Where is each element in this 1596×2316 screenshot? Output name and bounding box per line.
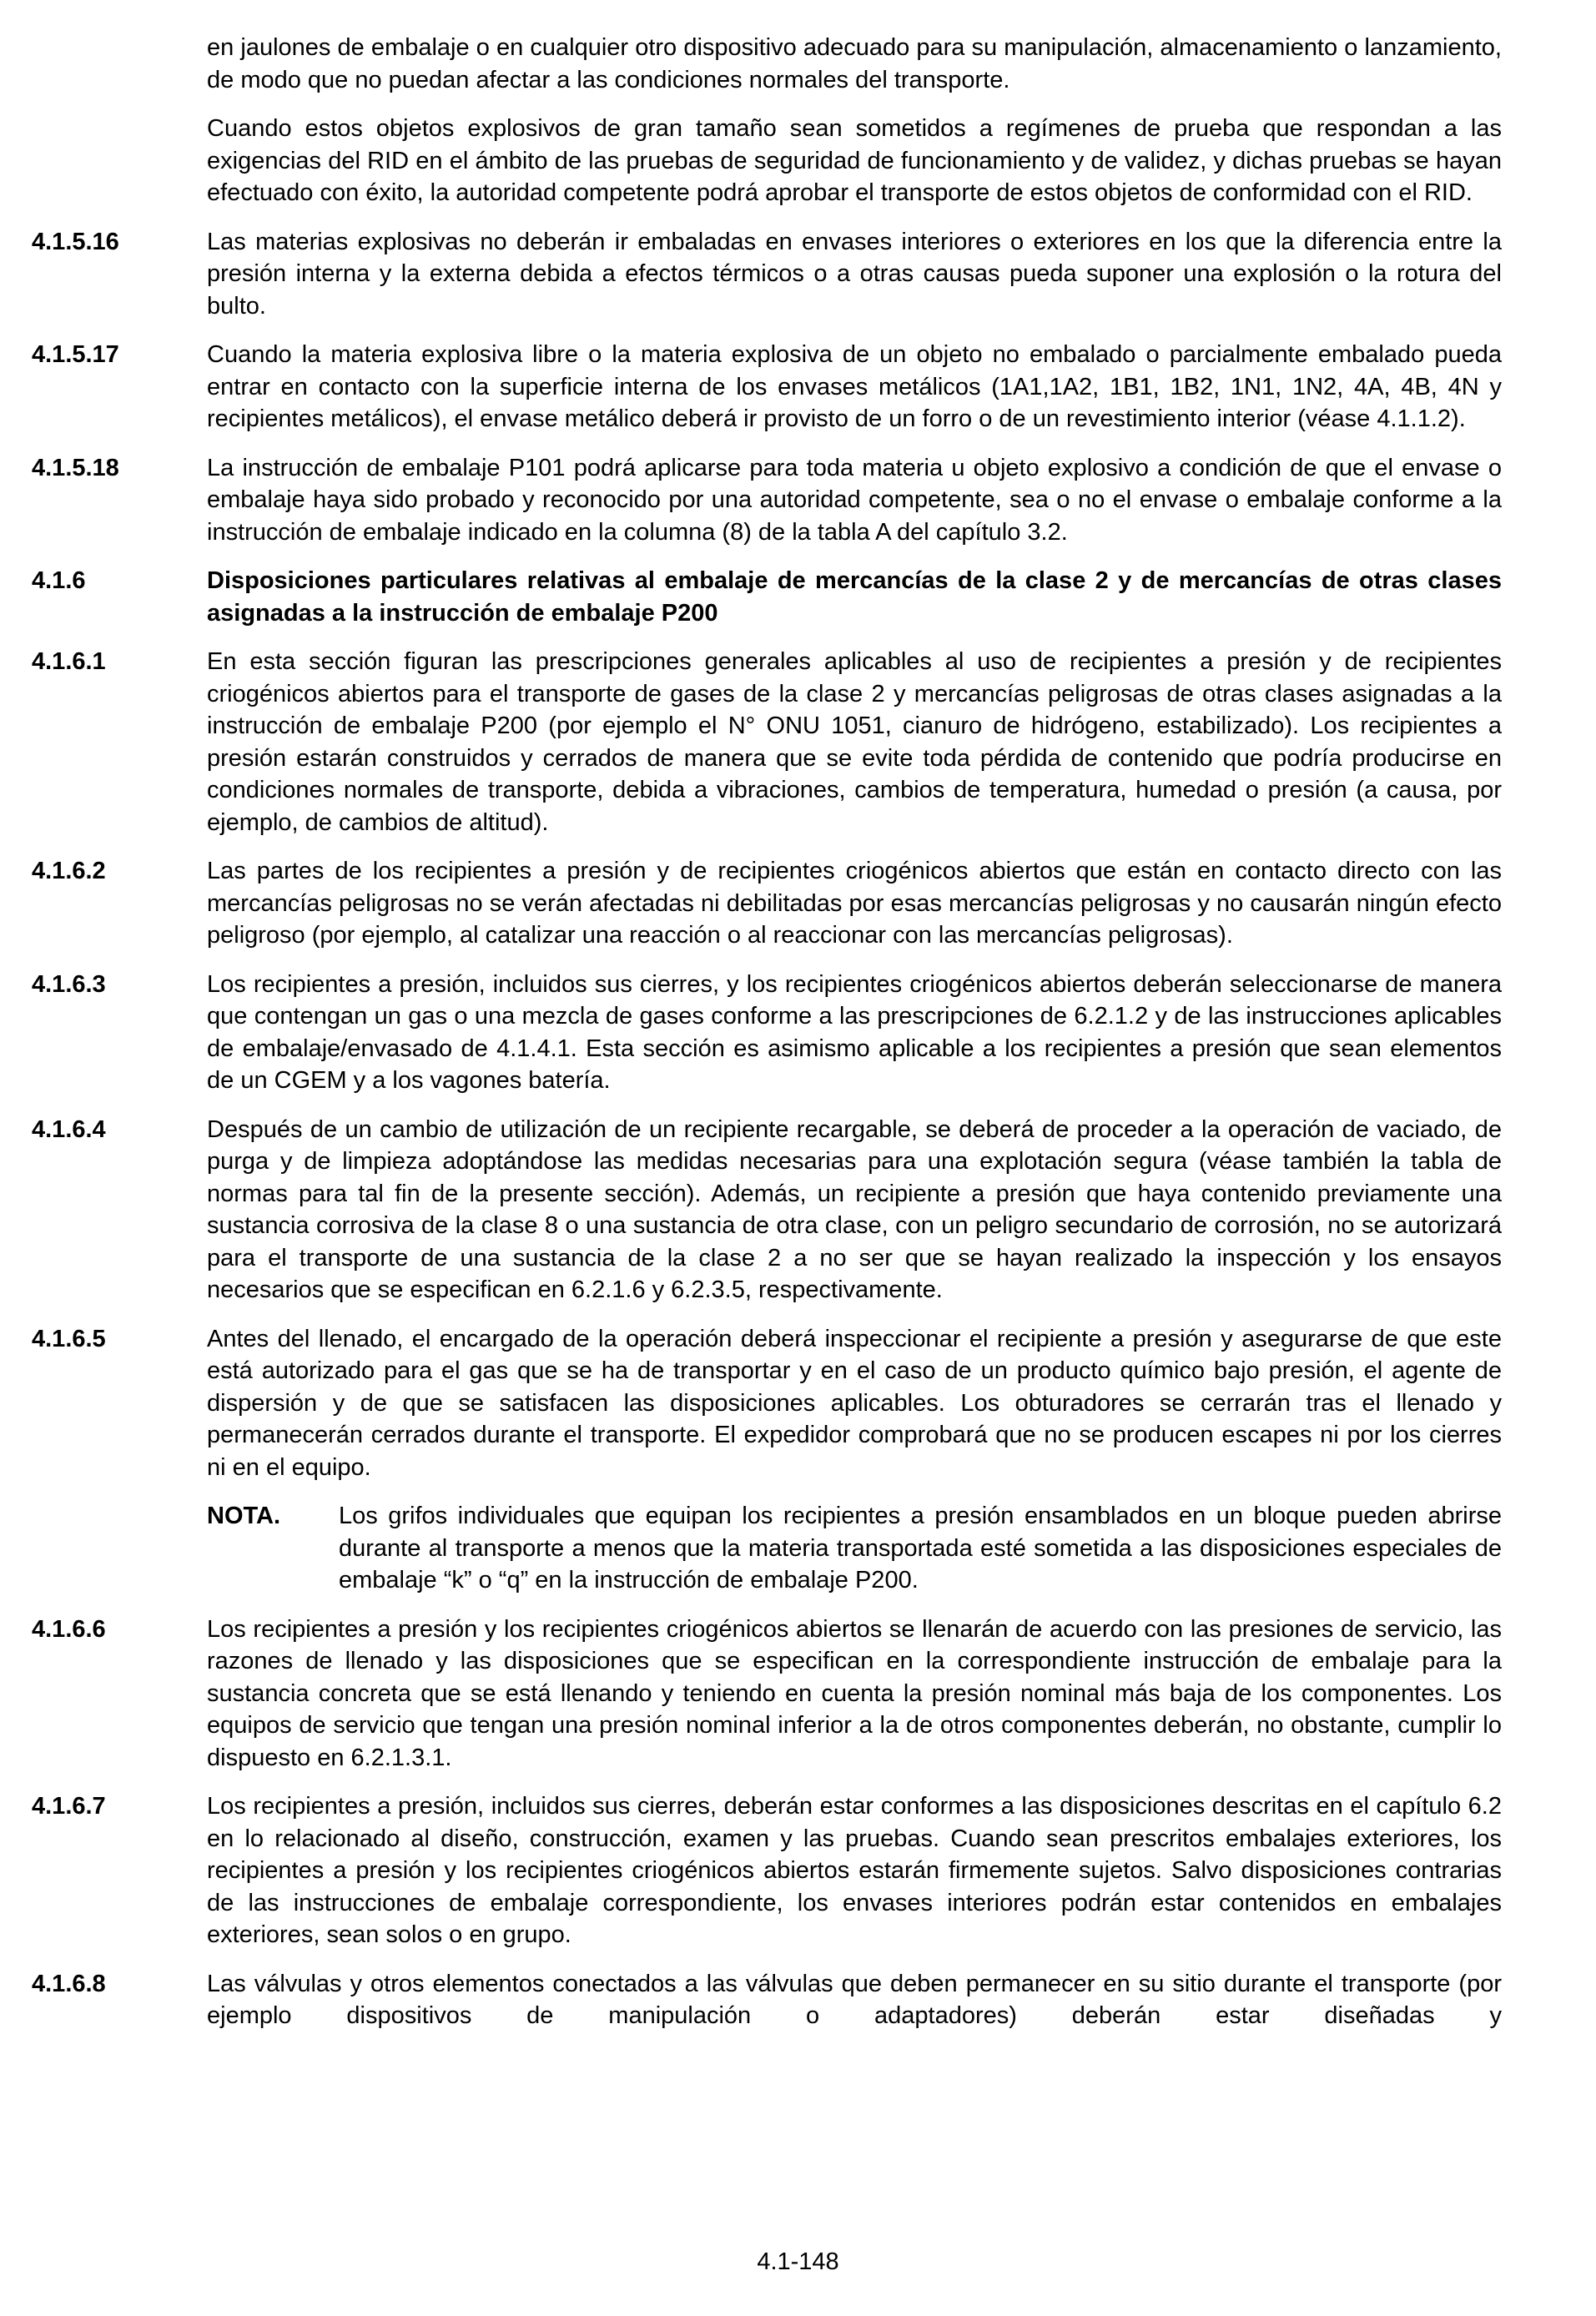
note-block: [207, 1500, 1502, 1597]
section-number: 4.1.6.5: [32, 1325, 106, 1352]
section-number: 4.1.6.2: [32, 858, 106, 884]
paragraph-text: en jaulones de embalaje o en cualquier otro dispositivo adecuado para su manipulación, almacenamiento o lanzamiento, de modo que no puedan afectar a las condiciones normales del transporte.: [207, 34, 1502, 93]
section-text: La instrucción de embalaje P101 podrá aplicarse para toda materia u objeto explosivo a condición de que el envase o embalaje haya sido probado y reconocido por una autoridad competente, sea o no el envase o embalaje conforme a la instrucción de embalaje indicado en la columna (8) de la tabla A del capítulo 3.2.: [207, 454, 1502, 546]
section-4-1-6-4: [32, 1114, 1502, 1307]
section-text: Cuando la materia explosiva libre o la materia explosiva de un objeto no embalado o parcialmente embalado pueda entrar en contacto con la superficie interna de los envases metálicos (1A1,1A2, 1B1, 1B2, 1N1, 1N2, 4A, 4B, 4N y recipientes metálicos), el envase metálico deberá ir provisto de un forro o de un revestimiento interior (véase 4.1.1.2).: [207, 341, 1502, 432]
page-body: [32, 32, 1502, 2049]
paragraph-large-objects: [32, 113, 1502, 209]
section-4-1-6-5: [32, 1323, 1502, 1484]
section-4-1-6-1: [32, 646, 1502, 838]
section-text: Antes del llenado, el encargado de la operación deberá inspeccionar el recipiente a presión y asegurarse de que este está autorizado para el gas que se ha de transportar y en el caso de un producto químico bajo presión, el agente de dispersión y de que se satisfacen las disposiciones aplicables. Los obturadores se cerrarán tras el llenado y permanecerán cerrados durante el transporte. El expedidor comprobará que no se producen escapes ni por los cierres ni en el equipo.: [207, 1325, 1502, 1481]
section-4-1-6-3: [32, 969, 1502, 1097]
section-4-1-6-heading: [32, 565, 1502, 629]
section-text: Después de un cambio de utilización de un recipiente recargable, se deberá de proceder a la operación de vaciado, de purga y de limpieza adoptándose las medidas necesarias para una explotación segura (véase también la tabla de normas para tal fin de la presente sección). Además, un recipiente a presión que haya contenido previamente una sustancia corrosiva de la clase 8 o una sustancia de otra clase, con un peligro secundario de corrosión, no se autorizará para el transporte de una sustancia de la clase 2 a no ser que se hayan realizado la inspección y los ensayos necesarios que se especifican en 6.2.1.6 y 6.2.3.5, respectivamente.: [207, 1115, 1502, 1303]
section-text: Las válvulas y otros elementos conectados a las válvulas que deben permanecer en su sitio durante el transporte (por ejemplo dispositivos de manipulación o adaptadores) deberán estar diseñadas y: [207, 1970, 1502, 2029]
paragraph-text: Cuando estos objetos explosivos de gran tamaño sean sometidos a regímenes de prueba que respondan a las exigencias del RID en el ámbito de las pruebas de seguridad de funcionamiento y de validez, y dichas pruebas se hayan efectuado con éxito, la autoridad competente podrá aprobar el transporte de estos objetos de conformidad con el RID.: [207, 115, 1502, 206]
section-4-1-5-18: [32, 452, 1502, 549]
section-number: 4.1.6.3: [32, 970, 106, 998]
section-4-1-5-16: [32, 226, 1502, 323]
section-text: Las materias explosivas no deberán ir embaladas en envases interiores o exteriores en los que la diferencia entre la presión interna y la externa debida a efectos térmicos o a otras causas pueda suponer una explosión o la rotura del bulto.: [207, 228, 1502, 320]
section-heading: Disposiciones particulares relativas al embalaje de mercancías de la clase 2 y de mercancías de otras clases asignadas a la instrucción de embalaje P200: [207, 567, 1502, 627]
section-text: Las partes de los recipientes a presión y de recipientes criogénicos abiertos que están en contacto directo con las mercancías peligrosas no se verán afectadas ni debilitadas por esas mercancías peligrosas y no causarán ningún efecto peligroso (por ejemplo, al catalizar una reacción o al reaccionar con las mercancías peligrosas).: [207, 858, 1502, 949]
section-text: Los recipientes a presión, incluidos sus cierres, y los recipientes criogénicos abiertos deberán seleccionarse de manera que contengan un gas o una mezcla de gases conforme a las prescripciones de 6.2.1.2 y de las instrucciones aplicables de embalaje/envasado de 4.1.4.1. Esta sección es asimismo aplicable a los recipientes a presión que sean elementos de un CGEM y a los vagones batería.: [207, 970, 1502, 1094]
note-label: NOTA.: [207, 1503, 281, 1529]
section-4-1-5-17: [32, 339, 1502, 436]
section-text: Los recipientes a presión, incluidos sus cierres, deberán estar conformes a las disposiciones descritas en el capítulo 6.2 en lo relacionado al diseño, construcción, examen y las pruebas. Cuando sean prescritos embalajes exteriores, los recipientes a presión y los recipientes criogénicos abiertos estarán firmemente sujetos. Salvo disposiciones contrarias de las instrucciones de embalaje correspondiente, los envases interiores podrán estar contenidos en embalajes exteriores, sean solos o en grupo.: [207, 1793, 1502, 1948]
section-number: 4.1.6: [32, 567, 86, 594]
page-number: 4.1-148: [757, 2248, 839, 2275]
section-number: 4.1.5.18: [32, 454, 119, 481]
section-4-1-6-7: [32, 1790, 1502, 1951]
section-text: Los recipientes a presión y los recipientes criogénicos abiertos se llenarán de acuerdo con las presiones de servicio, las razones de llenado y las disposiciones que se especifican en la correspondiente instrucción de embalaje para la sustancia concreta que se está llenando y teniendo en cuenta la presión nominal más baja de los componentes. Los equipos de servicio que tengan una presión nominal inferior a la de otros componentes deberán, no obstante, cumplir lo dispuesto en 6.2.1.3.1.: [207, 1615, 1502, 1771]
section-number: 4.1.6.7: [32, 1793, 106, 1820]
section-number: 4.1.6.1: [32, 648, 106, 675]
section-4-1-6-2: [32, 855, 1502, 952]
section-text: En esta sección figuran las prescripciones generales aplicables al uso de recipientes a presión y de recipientes criogénicos abiertos para el transporte de gases de la clase 2 y mercancías peligrosas de otras clases asignadas a la instrucción de embalaje P200 (por ejemplo el N° ONU 1051, cianuro de hidrógeno, estabilizado). Los recipientes a presión estarán construidos y cerrados de manera que se evite toda pérdida de contenido que podría producirse en condiciones normales de transporte, debida a vibraciones, cambios de temperatura, humedad o presión (a causa, por ejemplo, de cambios de altitud).: [207, 648, 1502, 836]
section-number: 4.1.6.6: [32, 1615, 106, 1643]
section-number: 4.1.5.17: [32, 341, 119, 368]
section-4-1-6-8: [32, 1968, 1502, 2032]
section-4-1-6-6: [32, 1614, 1502, 1775]
section-number: 4.1.6.4: [32, 1115, 106, 1143]
section-number: 4.1.6.8: [32, 1970, 106, 1997]
section-number: 4.1.5.16: [32, 228, 119, 255]
paragraph-continuation: [32, 32, 1502, 96]
note-text: Los grifos individuales que equipan los recipientes a presión ensamblados en un bloque pueden abrirse durante al transporte a menos que la materia transportada esté sometida a las disposiciones especiales de embalaje “k” o “q” en la instrucción de embalaje P200.: [339, 1503, 1502, 1594]
